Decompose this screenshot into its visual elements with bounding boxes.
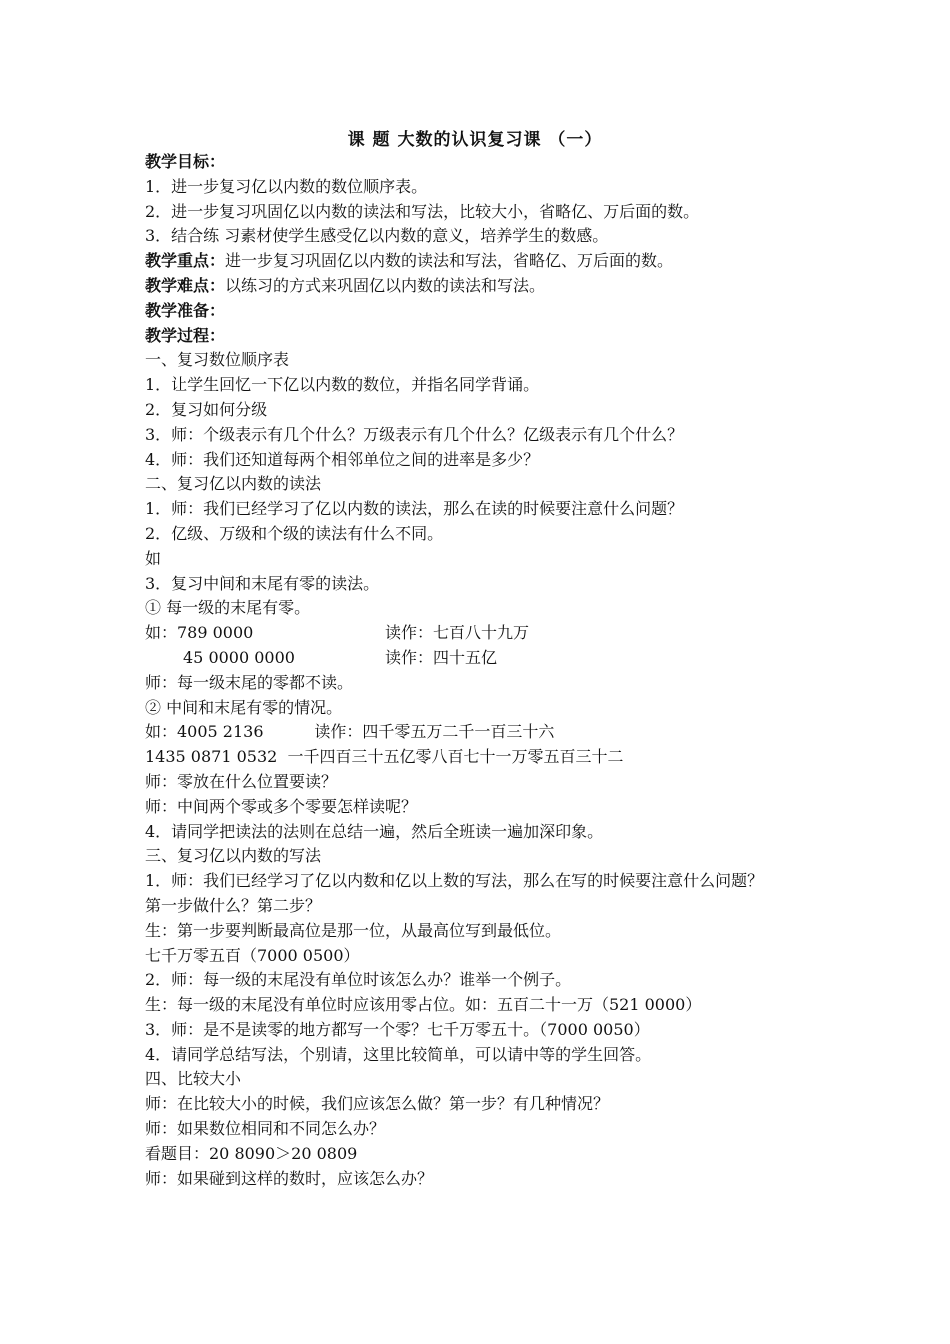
list-item: 师：零放在什么位置要读？ [145, 771, 338, 791]
example-number: 如：789 0000 [145, 623, 254, 643]
list-item: 生：第一步要判断最高位是那一位，从最高位写到最低位。 [145, 920, 562, 940]
section-heading: 二、复习亿以内数的读法 [145, 474, 322, 494]
list-item: 看题目：20 8090＞20 0809 [145, 1143, 358, 1163]
difficulty-label: 教学难点： [145, 275, 226, 295]
list-item: 2．复习如何分级 [145, 399, 268, 419]
list-item: 师：在比较大小的时候，我们应该怎么做？第一步？有几种情况？ [145, 1094, 610, 1114]
goal-item: 2．进一步复习巩固亿以内数的读法和写法，比较大小，省略亿、万后面的数。 [145, 201, 700, 221]
section-heading: 一、复习数位顺序表 [145, 350, 290, 370]
difficulty-text: 以练习的方式来巩固亿以内数的读法和写法。 [225, 275, 546, 295]
goals-heading: 教学目标： [145, 152, 226, 171]
list-item: 如：4005 2136 读作：四千零五万二千一百三十六 [145, 722, 555, 742]
document-body [145, 150, 815, 1191]
key-point [145, 249, 815, 274]
list-item: 生：每一级的末尾没有单位时应该用零占位。如：五百二十一万（521 0000） [145, 995, 702, 1015]
process-heading: 教学过程： [145, 325, 226, 345]
list-item: 如 [145, 548, 162, 568]
preparation-heading: 教学准备： [145, 300, 226, 320]
example-reading: 读作：四十五亿 [385, 647, 498, 667]
example-number: 45 0000 0000 [183, 647, 295, 667]
page-title: 课 题 大数的认识复习课 （一） [347, 130, 603, 150]
goal-item: 3．结合练 习素材使学生感受亿以内数的意义，培养学生的数感。 [145, 226, 609, 246]
list-item: 4．请同学把读法的法则在总结一遍，然后全班读一遍加深印象。 [145, 821, 604, 841]
difficulty [145, 274, 815, 299]
list-item: 第一步做什么？第二步？ [145, 895, 322, 915]
example-reading: 读作：七百八十九万 [385, 623, 530, 643]
list-item: 师：中间两个零或多个零要怎样读呢？ [145, 796, 418, 816]
key-point-label: 教学重点： [145, 251, 226, 271]
list-item: 2．师：每一级的末尾没有单位时该怎么办？谁举一个例子。 [145, 970, 572, 990]
list-item: 师：如果碰到这样的数时，应该怎么办？ [145, 1168, 434, 1188]
list-item: 师：每一级末尾的零都不读。 [145, 672, 354, 692]
section-heading: 四、比较大小 [145, 1069, 242, 1089]
list-item: 1．让学生回忆一下亿以内数的数位，并指名同学背诵。 [145, 375, 540, 395]
list-item: 1．师：我们已经学习了亿以内数和亿以上数的写法，那么在写的时候要注意什么问题？ [145, 871, 764, 891]
list-item: 3．复习中间和末尾有零的读法。 [145, 573, 380, 593]
list-item: 2．亿级、万级和个级的读法有什么不同。 [145, 523, 444, 543]
section-heading: 三、复习亿以内数的写法 [145, 846, 322, 866]
list-item: 4．请同学总结写法，个别请，这里比较简单，可以请中等的学生回答。 [145, 1044, 652, 1064]
list-item: 3．师：是不是读零的地方都写一个零？七千万零五十。（7000 0050） [145, 1019, 650, 1039]
list-item: 师：如果数位相同和不同怎么办？ [145, 1119, 386, 1139]
key-point-text: 进一步复习巩固亿以内数的读法和写法，省略亿、万后面的数。 [225, 251, 674, 271]
goal-item: 1．进一步复习亿以内数的数位顺序表。 [145, 176, 428, 196]
list-item: 3．师：个级表示有几个什么？万级表示有几个什么？亿级表示有几个什么？ [145, 424, 684, 444]
list-item: ① 每一级的末尾有零。 [145, 598, 311, 618]
list-item: 1435 0871 0532 一千四百三十五亿零八百七十一万零五百三十二 [145, 747, 624, 767]
example-row [145, 646, 815, 671]
example-row [145, 621, 815, 646]
list-item: 七千万零五百（7000 0500） [145, 945, 360, 965]
list-item: 1．师：我们已经学习了亿以内数的读法，那么在读的时候要注意什么问题？ [145, 499, 684, 519]
list-item: 4．师：我们还知道每两个相邻单位之间的进率是多少？ [145, 449, 540, 469]
list-item: ② 中间和末尾有零的情况。 [145, 697, 343, 717]
